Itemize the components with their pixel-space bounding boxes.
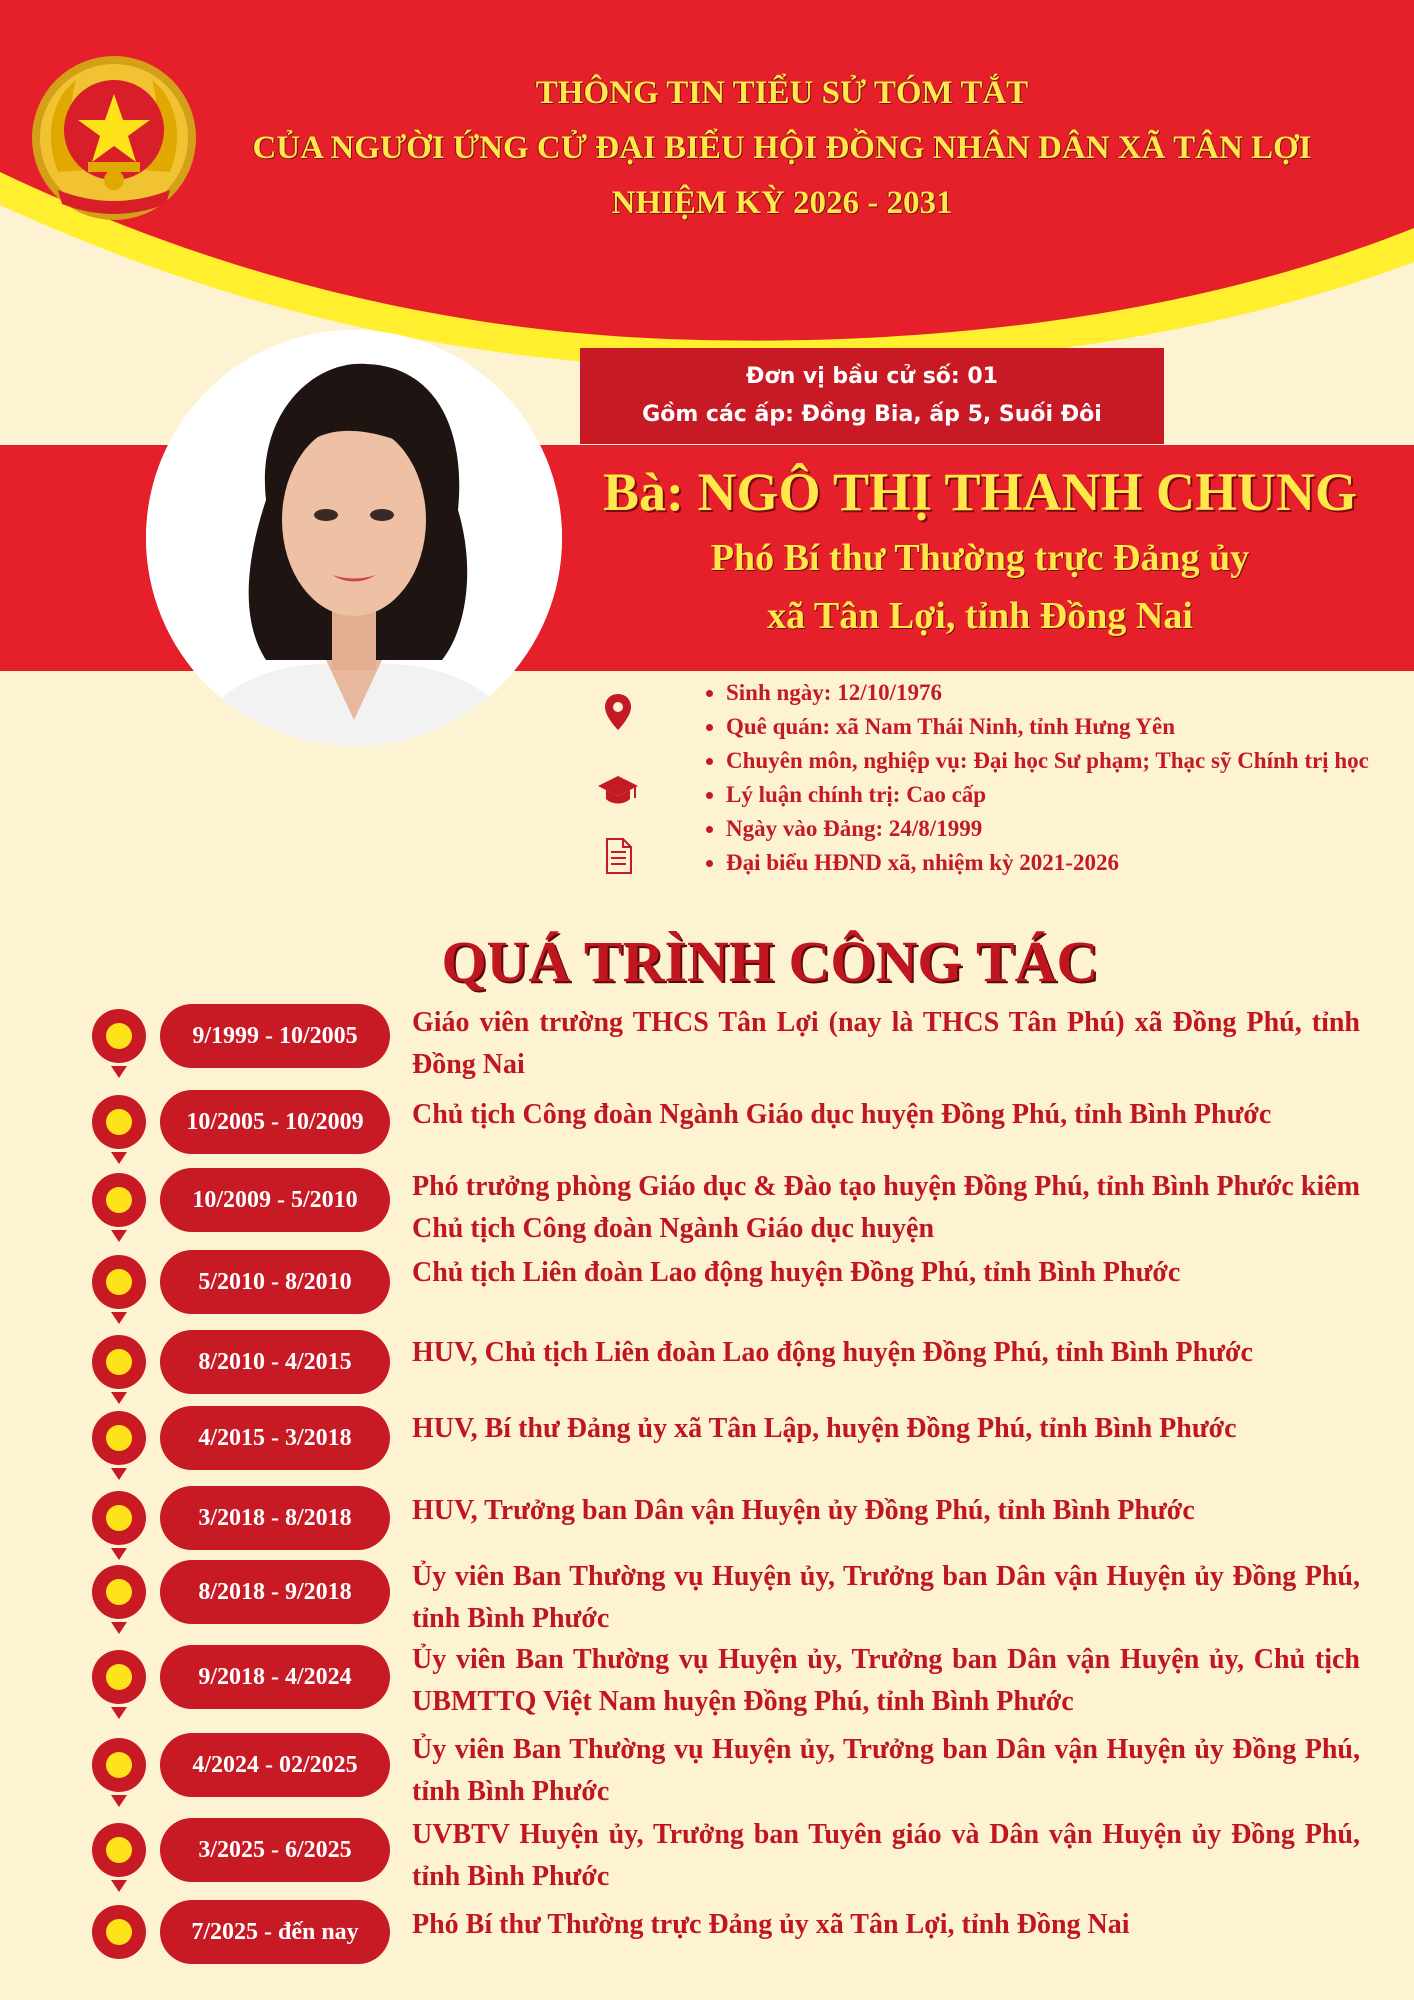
candidate-info-list bbox=[692, 676, 1390, 880]
header-title-line3: NHIỆM KỲ 2026 - 2031 bbox=[611, 185, 953, 221]
info-hometown: • Quê quán: xã Nam Thái Ninh, tỉnh Hưng Yên bbox=[726, 710, 1390, 744]
timeline-description: Ủy viên Ban Thường vụ Huyện ủy, Trưởng ban Dân vận Huyện ủy, Chủ tịch UBMTTQ Việt Nam huyện Đồng Phú, tỉnh Bình Phước bbox=[412, 1644, 1360, 1717]
document-icon bbox=[596, 834, 640, 878]
section-heading: QUÁ TRÌNH CÔNG TÁC bbox=[441, 929, 1099, 994]
timeline-dot-icon bbox=[92, 1905, 146, 1959]
timeline-arrow-icon bbox=[111, 1066, 127, 1078]
timeline-period: 4/2015 - 3/2018 bbox=[160, 1406, 390, 1470]
candidate-position-line1: Phó Bí thư Thường trực Đảng ủy bbox=[710, 537, 1250, 579]
timeline-arrow-icon bbox=[111, 1880, 127, 1892]
timeline-dot-icon bbox=[92, 1095, 146, 1149]
timeline-period: 4/2024 - 02/2025 bbox=[160, 1733, 390, 1797]
timeline-dot-icon bbox=[92, 1650, 146, 1704]
timeline-period: 3/2018 - 8/2018 bbox=[160, 1486, 390, 1550]
timeline-description: Phó Bí thư Thường trực Đảng ủy xã Tân Lợi, tỉnh Đồng Nai bbox=[412, 1909, 1130, 1940]
timeline-period: 8/2010 - 4/2015 bbox=[160, 1330, 390, 1394]
timeline-arrow-icon bbox=[111, 1230, 127, 1242]
timeline-dot-icon bbox=[92, 1823, 146, 1877]
timeline-description: Ủy viên Ban Thường vụ Huyện ủy, Trưởng ban Dân vận Huyện ủy Đồng Phú, tỉnh Bình Phước bbox=[412, 1734, 1360, 1807]
timeline-period: 10/2005 - 10/2009 bbox=[160, 1090, 390, 1154]
timeline-period: 5/2010 - 8/2010 bbox=[160, 1250, 390, 1314]
timeline-dot-icon bbox=[92, 1255, 146, 1309]
info-birth-date: • Sinh ngày: 12/10/1976 bbox=[726, 676, 1390, 710]
timeline-description: Giáo viên trường THCS Tân Lợi (nay là THCS Tân Phú) xã Đồng Phú, tỉnh Đồng Nai bbox=[412, 1007, 1360, 1080]
timeline-arrow-icon bbox=[111, 1707, 127, 1719]
timeline-dot-icon bbox=[92, 1738, 146, 1792]
info-political-theory: • Lý luận chính trị: Cao cấp bbox=[726, 778, 1390, 812]
timeline-dot-icon bbox=[92, 1173, 146, 1227]
header-title-line2: CỦA NGƯỜI ỨNG CỬ ĐẠI BIỂU HỘI ĐỒNG NHÂN DÂN XÃ TÂN LỢI bbox=[252, 130, 1312, 166]
timeline-arrow-icon bbox=[111, 1622, 127, 1634]
timeline-period: 3/2025 - 6/2025 bbox=[160, 1818, 390, 1882]
timeline-description: HUV, Bí thư Đảng ủy xã Tân Lập, huyện Đồng Phú, tỉnh Bình Phước bbox=[412, 1413, 1237, 1444]
timeline-description: UVBTV Huyện ủy, Trưởng ban Tuyên giáo và Dân vận Huyện ủy Đồng Phú, tỉnh Bình Phước bbox=[412, 1819, 1360, 1892]
timeline-arrow-icon bbox=[111, 1312, 127, 1324]
timeline-dot-icon bbox=[92, 1009, 146, 1063]
candidate-position-line2: xã Tân Lợi, tỉnh Đồng Nai bbox=[767, 595, 1193, 637]
timeline-description: Phó trưởng phòng Giáo dục & Đào tạo huyện Đồng Phú, tỉnh Bình Phước kiêm Chủ tịch Công đoàn Ngành Giáo dục huyện bbox=[412, 1171, 1360, 1244]
portrait-image bbox=[146, 330, 562, 746]
district-number: Đơn vị bầu cử số: 01 bbox=[746, 364, 998, 389]
timeline-arrow-icon bbox=[111, 1795, 127, 1807]
timeline-arrow-icon bbox=[111, 1152, 127, 1164]
graduation-cap-icon bbox=[596, 768, 640, 812]
info-education: • Chuyên môn, nghiệp vụ: Đại học Sư phạm; Thạc sỹ Chính trị học bbox=[726, 744, 1390, 778]
info-council-term: • Đại biểu HĐND xã, nhiệm kỳ 2021-2026 bbox=[726, 846, 1390, 880]
district-hamlets: Gồm các ấp: Đồng Bia, ấp 5, Suối Đôi bbox=[642, 402, 1102, 427]
location-pin-icon bbox=[596, 690, 640, 734]
timeline-dot-icon bbox=[92, 1335, 146, 1389]
timeline-description: HUV, Trưởng ban Dân vận Huyện ủy Đồng Phú, tỉnh Bình Phước bbox=[412, 1495, 1195, 1526]
timeline-description: Chủ tịch Công đoàn Ngành Giáo dục huyện Đồng Phú, tỉnh Bình Phước bbox=[412, 1099, 1272, 1130]
timeline-description: HUV, Chủ tịch Liên đoàn Lao động huyện Đồng Phú, tỉnh Bình Phước bbox=[412, 1337, 1253, 1368]
timeline-dot-icon bbox=[92, 1411, 146, 1465]
timeline-period: 9/2018 - 4/2024 bbox=[160, 1645, 390, 1709]
timeline-period: 9/1999 - 10/2005 bbox=[160, 1004, 390, 1068]
timeline-arrow-icon bbox=[111, 1548, 127, 1560]
timeline-dot-icon bbox=[92, 1565, 146, 1619]
candidate-photo bbox=[146, 330, 562, 746]
header-title-line1: THÔNG TIN TIỂU SỬ TÓM TẮT bbox=[535, 75, 1029, 111]
timeline-description: Ủy viên Ban Thường vụ Huyện ủy, Trưởng ban Dân vận Huyện ủy Đồng Phú, tỉnh Bình Phước bbox=[412, 1561, 1360, 1634]
info-party-entry: • Ngày vào Đảng: 24/8/1999 bbox=[726, 812, 1390, 846]
timeline-period: 8/2018 - 9/2018 bbox=[160, 1560, 390, 1624]
timeline-description: Chủ tịch Liên đoàn Lao động huyện Đồng Phú, tỉnh Bình Phước bbox=[412, 1257, 1181, 1288]
timeline-period: 7/2025 - đến nay bbox=[160, 1900, 390, 1964]
timeline-period: 10/2009 - 5/2010 bbox=[160, 1168, 390, 1232]
timeline-dot-icon bbox=[92, 1491, 146, 1545]
timeline-arrow-icon bbox=[111, 1392, 127, 1404]
timeline-arrow-icon bbox=[111, 1468, 127, 1480]
district-box bbox=[580, 348, 1164, 444]
candidate-name: Bà: NGÔ THỊ THANH CHUNG bbox=[602, 462, 1358, 522]
